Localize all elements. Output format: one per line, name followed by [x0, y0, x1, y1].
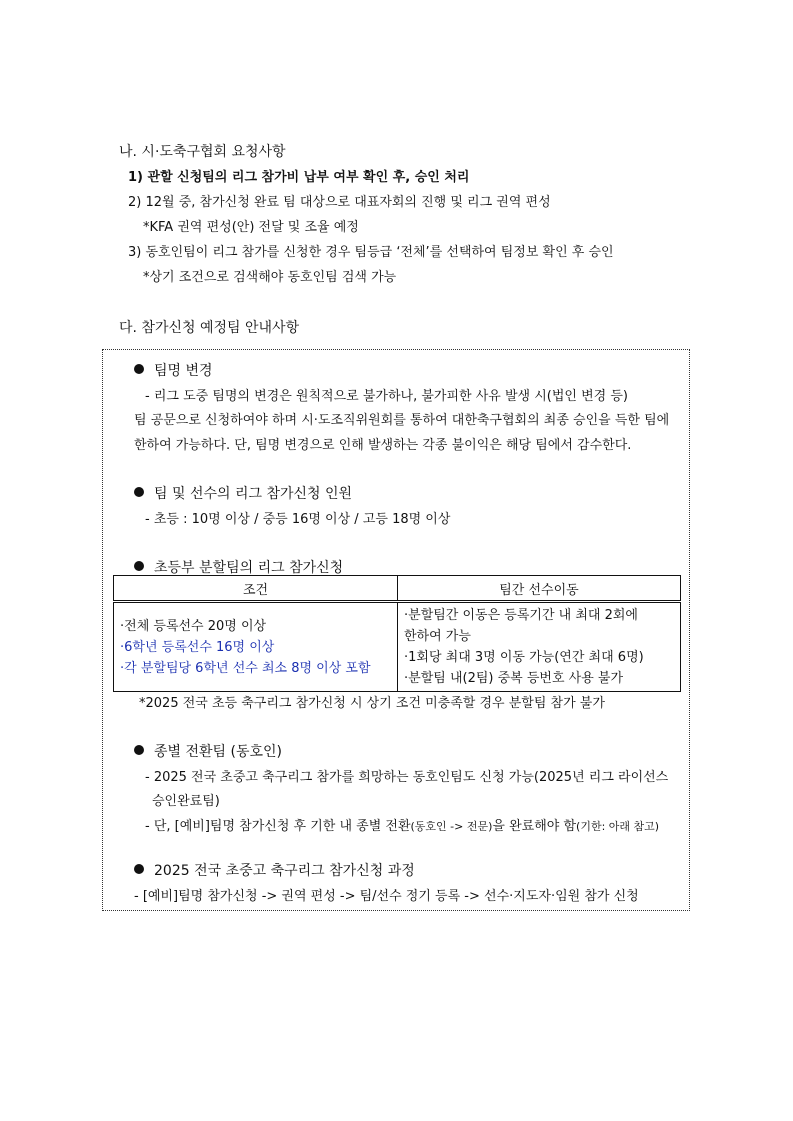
section-na-item-3: 3) 동호인팀이 리그 참가를 신청한 경우 팀등급 ‘전체’를 선택하여 팀정보 확인 후 승인: [128, 245, 614, 260]
section-na-note-1: *KFA 권역 편성(안) 전달 및 조율 예정: [143, 220, 359, 235]
team-name-line-3: 한하여 가능하다. 단, 팀명 변경으로 인해 발생하는 각종 불이익은 해당 팀에서 감수한다.: [134, 438, 632, 453]
bullet-icon: [134, 864, 144, 874]
col-header-condition: 조건: [114, 576, 398, 602]
split-table: [113, 575, 681, 692]
team-name-line-1: - 리그 도중 팀명의 변경은 원칙적으로 불가하나, 불가피한 사유 발생 시(법인 변경 등): [145, 389, 628, 404]
headcount-heading-text: 팀 및 선수의 리그 참가신청 인원: [154, 486, 353, 502]
conversion-line-1b: 승인완료팀): [152, 794, 220, 809]
section-na-item-2: 2) 12월 중, 참가신청 완료 팀 대상으로 대표자회의 진행 및 리그 권역 편성: [128, 195, 551, 210]
col-header-transfer: 팀간 선수이동: [398, 576, 681, 602]
process-heading-text: 2025 전국 초중고 축구리그 참가신청 과정: [154, 863, 415, 879]
conversion-line-2-deadline: (기한: 아래 참고): [576, 820, 660, 833]
section-na-item-1: 1) 관할 신청팀의 리그 참가비 납부 여부 확인 후, 승인 처리: [128, 170, 470, 185]
transfer-1: ·분할팀간 이동은 등록기간 내 최대 2회에: [404, 608, 638, 623]
headcount-line: - 초등 : 10명 이상 / 중등 16명 이상 / 고등 18명 이상: [145, 512, 451, 527]
condition-2: ·6학년 등록선수 16명 이상: [120, 639, 275, 655]
transfers-cell: [398, 602, 681, 692]
conversion-line-1: - 2025 전국 초중고 축구리그 참가를 희망하는 동호인팀도 신청 가능(2025년 리그 라이선스: [145, 770, 669, 785]
headcount-heading: [134, 483, 352, 503]
split-note: *2025 전국 초등 축구리그 참가신청 시 상기 조건 미충족할 경우 분할팀 참가 불가: [139, 696, 605, 711]
conversion-line-2-paren: (동호인 -> 전문): [410, 820, 493, 833]
conversion-line-2-mid: 을 완료해야 함: [492, 819, 577, 834]
split-heading: [134, 557, 343, 577]
transfer-2: ·1회당 최대 3명 이동 가능(연간 최대 6명): [404, 650, 644, 665]
process-heading: [134, 860, 415, 880]
team-name-heading: [134, 360, 213, 380]
conversion-heading-text: 종별 전환팀 (동호인): [154, 744, 283, 760]
process-line: - [예비]팀명 참가신청 -> 권역 편성 -> 팀/선수 정기 등록 -> 선수·지도자·임원 참가 신청: [134, 889, 639, 904]
bullet-icon: [134, 364, 144, 374]
bullet-icon: [134, 487, 144, 497]
transfer-1b: 한하여 가능: [404, 629, 471, 644]
bullet-icon: [134, 561, 144, 571]
bullet-icon: [134, 745, 144, 755]
conversion-heading: [134, 741, 282, 761]
conversion-line-2: [145, 815, 659, 834]
condition-1: ·전체 등록선수 20명 이상: [120, 618, 267, 634]
section-na-title: 나. 시·도축구협회 요청사항: [119, 144, 286, 160]
section-da-title: 다. 참가신청 예정팀 안내사항: [119, 320, 300, 336]
section-na-note-2: *상기 조건으로 검색해야 동호인팀 검색 가능: [143, 270, 397, 285]
conditions-cell: [114, 602, 398, 692]
table-row: [114, 602, 681, 692]
split-heading-text: 초등부 분할팀의 리그 참가신청: [154, 560, 344, 576]
team-name-line-2: 팀 공문으로 신청하여야 하며 시·도조직위원회를 통하여 대한축구협회의 최종 승인을 득한 팀에: [134, 413, 670, 428]
transfer-3: ·분할팀 내(2팀) 중복 등번호 사용 불가: [404, 671, 624, 686]
condition-3: ·각 분할팀당 6학년 선수 최소 8명 이상 포함: [120, 660, 371, 676]
conversion-line-2-main: - 단, [예비]팀명 참가신청 후 기한 내 종별 전환: [145, 819, 411, 834]
team-name-heading-text: 팀명 변경: [154, 363, 213, 379]
